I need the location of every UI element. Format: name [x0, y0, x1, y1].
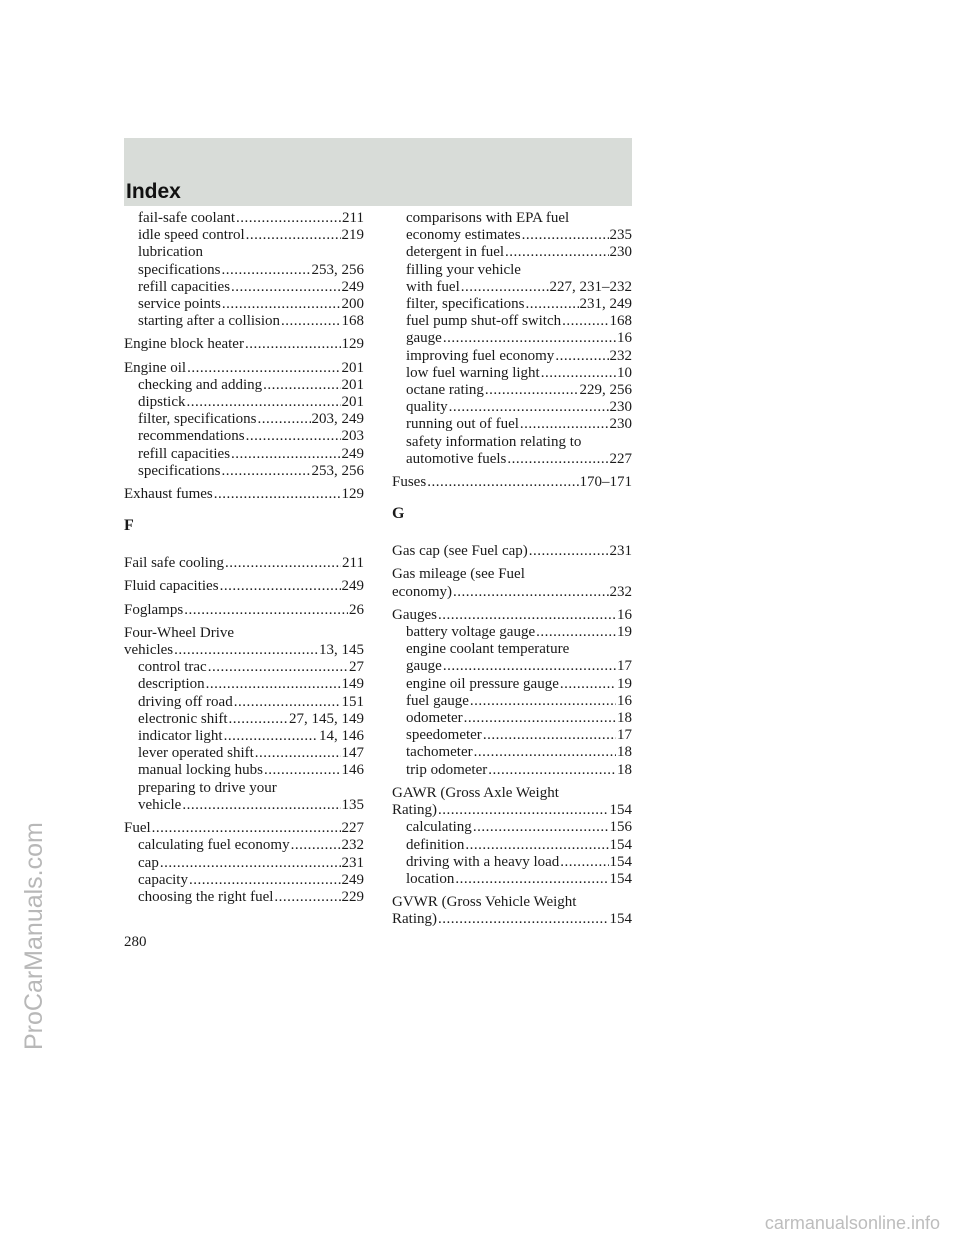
- dot-leader: [465, 837, 608, 854]
- index-subentry-line: [124, 711, 364, 728]
- index-entry-line: [392, 911, 632, 928]
- index-page-ref: 168: [609, 313, 632, 330]
- index-subentry-line: [392, 382, 632, 399]
- index-page-ref: 249: [341, 445, 364, 462]
- index-term: starting after a collision: [138, 313, 281, 330]
- index-term: Fluid capacities: [124, 578, 219, 595]
- index-subentry-line: [392, 434, 632, 451]
- index-entry-line: [392, 894, 632, 911]
- index-subentry-line: [124, 762, 364, 779]
- index-entry-line: [124, 578, 364, 595]
- index-page-ref: 231, 249: [579, 296, 632, 313]
- index-subentry-line: [124, 394, 364, 411]
- index-term: GAWR (Gross Axle Weight: [392, 784, 559, 801]
- index-page-ref: 18: [617, 710, 632, 727]
- dot-leader: [507, 451, 608, 468]
- index-subentry-line: [124, 889, 364, 906]
- index-entry-line: [392, 584, 632, 601]
- index-page-ref: 201: [341, 376, 364, 393]
- dot-leader: [222, 296, 341, 313]
- index-subentry-line: [124, 262, 364, 279]
- index-page-ref: 211: [342, 210, 364, 226]
- index-subentry-line: [124, 279, 364, 296]
- index-entry: [392, 894, 632, 928]
- index-term: Fuses: [392, 474, 427, 491]
- index-page-ref: 201: [341, 359, 364, 376]
- index-term: Gauges: [392, 606, 437, 623]
- index-term: lubrication: [138, 244, 203, 261]
- dot-leader: [483, 727, 616, 744]
- index-page-ref: 230: [609, 416, 632, 433]
- index-entry: [124, 210, 364, 330]
- index-term: odometer: [406, 710, 463, 727]
- dot-leader: [438, 607, 616, 624]
- index-subentry-line: [392, 244, 632, 261]
- index-subentry-line: [124, 745, 364, 762]
- index-page-ref: 14, 146: [319, 728, 364, 745]
- dot-leader: [449, 399, 609, 416]
- index-page-ref: 232: [609, 347, 632, 364]
- index-subentry-line: [392, 624, 632, 641]
- index-term: fail-safe coolant: [138, 210, 236, 226]
- dot-leader: [522, 227, 609, 244]
- index-subentry-line: [124, 797, 364, 814]
- index-term: trip odometer: [406, 761, 488, 778]
- dot-leader: [461, 279, 549, 296]
- index-page-ref: 229: [341, 888, 364, 905]
- index-term: manual locking hubs: [138, 762, 263, 779]
- index-term: definition: [406, 836, 465, 853]
- dot-leader: [562, 313, 608, 330]
- dot-leader: [221, 463, 310, 480]
- index-subentry-line: [124, 411, 364, 428]
- index-entry-line: [124, 642, 364, 659]
- index-subentry-line: [392, 676, 632, 693]
- index-subentry-line: [124, 780, 364, 797]
- dot-leader: [505, 244, 608, 261]
- index-page-ref: 154: [609, 853, 632, 870]
- dot-leader: [291, 837, 341, 854]
- index-term: economy estimates: [406, 227, 521, 244]
- index-term: specifications: [138, 462, 221, 479]
- dot-leader: [443, 330, 616, 347]
- index-term: vehicles: [124, 642, 174, 659]
- index-page-ref: 231: [609, 543, 632, 560]
- index-subentry-line: [124, 676, 364, 693]
- dot-leader: [560, 676, 616, 693]
- index-subentry-line: [392, 313, 632, 330]
- index-column-left: [124, 210, 364, 912]
- dot-leader: [473, 819, 609, 836]
- index-term: Fuel: [124, 820, 151, 837]
- index-term: Gas cap (see Fuel cap): [392, 543, 528, 560]
- index-entry: [392, 607, 632, 779]
- index-entry: [124, 360, 364, 480]
- index-term: driving with a heavy load: [406, 853, 560, 870]
- dot-leader: [246, 428, 341, 445]
- index-subentry-line: [124, 659, 364, 676]
- index-term: cap: [138, 854, 159, 871]
- index-entry: [124, 486, 364, 503]
- index-entry: [392, 543, 632, 560]
- index-subentry-line: [392, 365, 632, 382]
- index-page-ref: 249: [341, 578, 364, 595]
- index-page-ref: 249: [341, 278, 364, 295]
- index-term: speedometer: [406, 727, 482, 744]
- index-term: improving fuel economy: [406, 347, 555, 364]
- index-subentry-line: [392, 330, 632, 347]
- dot-leader: [555, 348, 608, 365]
- index-term: service points: [138, 296, 221, 313]
- index-page-ref: 146: [341, 762, 364, 779]
- index-page-ref: 129: [341, 336, 364, 353]
- index-page-ref: 19: [617, 624, 632, 641]
- index-subentry-line: [392, 641, 632, 658]
- index-subentry-line: [392, 710, 632, 727]
- index-term: engine oil pressure gauge: [406, 675, 559, 692]
- index-page-ref: 203: [341, 428, 364, 445]
- index-term: Exhaust fumes: [124, 486, 213, 503]
- watermark-side: ProCarManuals.com: [20, 822, 48, 1050]
- dot-leader: [189, 872, 341, 889]
- dot-leader: [231, 446, 340, 463]
- index-term: fuel gauge: [406, 692, 469, 709]
- index-page-ref: 27: [349, 659, 364, 676]
- dot-leader: [263, 377, 340, 394]
- index-entry-line: [392, 802, 632, 819]
- dot-leader: [208, 659, 348, 676]
- dot-leader: [182, 797, 340, 814]
- index-page-ref: 154: [609, 802, 632, 819]
- index-page-ref: 27, 145, 149: [289, 710, 364, 727]
- index-page-ref: 17: [617, 727, 632, 744]
- index-term: gauge: [406, 330, 442, 347]
- index-term: description: [138, 676, 205, 693]
- index-term: with fuel: [406, 278, 460, 295]
- dot-leader: [255, 745, 341, 762]
- dot-leader: [214, 486, 341, 503]
- index-term: specifications: [138, 261, 221, 278]
- index-subentry-line: [392, 693, 632, 710]
- index-page-ref: 235: [609, 227, 632, 244]
- index-term: filling your vehicle: [406, 261, 521, 278]
- index-entry: [124, 820, 364, 906]
- index-term: battery voltage gauge: [406, 624, 536, 641]
- index-subentry-line: [392, 871, 632, 888]
- index-entry-line: [124, 360, 364, 377]
- index-page-ref: 253, 256: [311, 261, 364, 278]
- index-term: detergent in fuel: [406, 244, 505, 261]
- index-entry: [124, 625, 364, 814]
- index-subentry-line: [124, 446, 364, 463]
- dot-leader: [281, 313, 340, 330]
- index-term: vehicle: [138, 796, 182, 813]
- dot-leader: [187, 360, 340, 377]
- index-term: low fuel warning light: [406, 364, 540, 381]
- index-subentry-line: [124, 855, 364, 872]
- index-entry-line: [124, 486, 364, 503]
- index-page-ref: 227: [341, 820, 364, 837]
- index-subentry-line: [124, 377, 364, 394]
- index-page-ref: 129: [341, 486, 364, 503]
- index-subentry-line: [392, 451, 632, 468]
- index-subentry-line: [392, 348, 632, 365]
- index-term: safety information relating to: [406, 433, 582, 450]
- dot-leader: [541, 365, 616, 382]
- index-term: Engine oil: [124, 359, 187, 376]
- dot-leader: [464, 710, 616, 727]
- dot-leader: [184, 602, 348, 619]
- index-subentry-line: [124, 694, 364, 711]
- index-term: idle speed control: [138, 227, 245, 244]
- index-page-ref: 154: [609, 870, 632, 887]
- index-entry-line: [124, 625, 364, 642]
- index-subentry-line: [392, 854, 632, 871]
- index-term: control trac: [138, 659, 207, 676]
- index-page-ref: 17: [617, 658, 632, 675]
- dot-leader: [245, 336, 341, 353]
- index-subentry-line: [124, 244, 364, 261]
- index-subentry-line: [392, 744, 632, 761]
- index-entry: [124, 555, 364, 572]
- watermark-bottom: carmanualsonline.info: [764, 1213, 940, 1233]
- index-column-right: [392, 210, 632, 935]
- index-term: preparing to drive your: [138, 779, 277, 796]
- index-term: economy): [392, 583, 452, 600]
- dot-leader: [485, 382, 579, 399]
- index-page-ref: 231: [341, 854, 364, 871]
- index-term: quality: [406, 399, 448, 416]
- index-subentry-line: [124, 872, 364, 889]
- index-term: choosing the right fuel: [138, 888, 274, 905]
- index-term: comparisons with EPA fuel: [406, 210, 570, 226]
- index-term: gauge: [406, 658, 442, 675]
- index-term: filter, specifications: [406, 296, 525, 313]
- index-page-ref: 151: [341, 693, 364, 710]
- dot-leader: [560, 854, 608, 871]
- index-subentry-line: [124, 463, 364, 480]
- dot-leader: [443, 658, 616, 675]
- dot-leader: [221, 262, 310, 279]
- index-term: Four-Wheel Drive: [124, 624, 235, 641]
- index-subentry-line: [124, 296, 364, 313]
- index-page-ref: 16: [617, 330, 632, 347]
- index-page-ref: 227, 231–232: [549, 278, 632, 295]
- dot-leader: [187, 394, 341, 411]
- index-page-ref: 10: [617, 364, 632, 381]
- dot-leader: [220, 578, 341, 595]
- index-term: refill capacities: [138, 278, 231, 295]
- index-term: tachometer: [406, 744, 473, 761]
- index-page-ref: 154: [609, 911, 632, 928]
- index-term: automotive fuels: [406, 450, 507, 467]
- dot-leader: [529, 543, 609, 560]
- index-page-ref: 232: [609, 583, 632, 600]
- index-term: fuel pump shut-off switch: [406, 313, 562, 330]
- index-entry-line: [392, 543, 632, 560]
- index-page-ref: 154: [609, 836, 632, 853]
- dot-leader: [258, 411, 311, 428]
- index-term: filter, specifications: [138, 411, 257, 428]
- dot-leader: [474, 744, 616, 761]
- index-entry-line: [392, 785, 632, 802]
- index-entry-line: [392, 607, 632, 624]
- index-page-ref: 149: [341, 676, 364, 693]
- index-page-ref: 147: [341, 745, 364, 762]
- index-subentry-line: [392, 210, 632, 227]
- index-page-ref: 18: [617, 761, 632, 778]
- index-term: electronic shift: [138, 710, 228, 727]
- page-title: Index: [126, 180, 181, 203]
- index-page-ref: 230: [609, 244, 632, 261]
- index-subentry-line: [392, 727, 632, 744]
- index-entry-line: [124, 602, 364, 619]
- index-page-ref: 211: [342, 555, 364, 572]
- dot-leader: [488, 762, 616, 779]
- index-term: checking and adding: [138, 376, 263, 393]
- index-subentry-line: [392, 416, 632, 433]
- dot-leader: [453, 584, 609, 601]
- index-term: capacity: [138, 871, 188, 888]
- page-number: 280: [124, 934, 147, 950]
- index-subentry-line: [392, 658, 632, 675]
- dot-leader: [470, 693, 616, 710]
- index-page-ref: 168: [341, 313, 364, 330]
- index-page-ref: 201: [341, 394, 364, 411]
- index-subentry-line: [124, 428, 364, 445]
- index-subentry-line: [124, 313, 364, 330]
- dot-leader: [526, 296, 579, 313]
- index-page-ref: 135: [341, 796, 364, 813]
- index-page-ref: 203, 249: [311, 411, 364, 428]
- dot-leader: [264, 762, 341, 779]
- index-page-ref: 200: [341, 296, 364, 313]
- index-term: Rating): [392, 911, 437, 928]
- dot-leader: [455, 871, 608, 888]
- dot-leader: [438, 911, 609, 928]
- index-entry: [124, 578, 364, 595]
- index-page-ref: 229, 256: [579, 382, 632, 399]
- index-entry: [392, 210, 632, 468]
- dot-leader: [224, 728, 318, 745]
- dot-leader: [231, 279, 340, 296]
- dot-leader: [234, 694, 341, 711]
- dot-leader: [520, 416, 609, 433]
- index-page-ref: 16: [617, 692, 632, 709]
- dot-leader: [536, 624, 616, 641]
- index-entry-line: [392, 474, 632, 491]
- dot-leader: [152, 820, 341, 837]
- index-subentry-line: [124, 210, 364, 227]
- index-subentry-line: [392, 399, 632, 416]
- index-term: Fail safe cooling: [124, 555, 224, 572]
- index-page-ref: 230: [609, 399, 632, 416]
- index-entry: [392, 474, 632, 491]
- index-term: calculating: [406, 819, 472, 836]
- index-page-ref: 19: [617, 675, 632, 692]
- dot-leader: [160, 855, 341, 872]
- index-subentry-line: [392, 227, 632, 244]
- index-letter-heading: F: [124, 517, 134, 535]
- index-subentry-line: [392, 296, 632, 313]
- index-term: driving off road: [138, 693, 233, 710]
- index-term: calculating fuel economy: [138, 837, 290, 854]
- index-page-ref: 232: [341, 837, 364, 854]
- index-page-ref: 26: [349, 601, 364, 618]
- index-term: dipstick: [138, 394, 186, 411]
- index-letter-heading: G: [392, 505, 405, 523]
- index-term: octane rating: [406, 382, 484, 399]
- index-page-ref: 249: [341, 871, 364, 888]
- index-term: running out of fuel: [406, 416, 519, 433]
- index-page-ref: 227: [609, 450, 632, 467]
- index-subentry-line: [392, 837, 632, 854]
- index-page-ref: 156: [609, 819, 632, 836]
- dot-leader: [206, 676, 341, 693]
- index-page-ref: 13, 145: [319, 642, 364, 659]
- index-page-ref: 253, 256: [311, 462, 364, 479]
- dot-leader: [236, 210, 341, 227]
- index-entry-line: [124, 820, 364, 837]
- dot-leader: [174, 642, 318, 659]
- index-page-ref: 170–171: [579, 474, 632, 491]
- index-entry: [392, 785, 632, 888]
- index-entry-line: [124, 336, 364, 353]
- index-page-ref: 16: [617, 606, 632, 623]
- dot-leader: [438, 802, 609, 819]
- index-subentry-line: [392, 262, 632, 279]
- dot-leader: [225, 555, 341, 572]
- index-subentry-line: [124, 837, 364, 854]
- index-term: indicator light: [138, 728, 223, 745]
- index-subentry-line: [124, 728, 364, 745]
- index-entry: [392, 566, 632, 600]
- index-page-ref: 18: [617, 744, 632, 761]
- dot-leader: [229, 711, 288, 728]
- index-term: refill capacities: [138, 445, 231, 462]
- index-term: Engine block heater: [124, 336, 244, 353]
- index-subentry-line: [124, 227, 364, 244]
- index-term: Foglamps: [124, 601, 184, 618]
- index-term: Gas mileage (see Fuel: [392, 566, 525, 583]
- dot-leader: [246, 227, 341, 244]
- index-entry: [124, 336, 364, 353]
- index-entry-line: [124, 555, 364, 572]
- header-band: [124, 138, 632, 206]
- index-term: Rating): [392, 802, 437, 819]
- index-term: engine coolant temperature: [406, 641, 570, 658]
- index-subentry-line: [392, 279, 632, 296]
- index-entry: [124, 602, 364, 619]
- dot-leader: [274, 889, 340, 906]
- index-term: lever operated shift: [138, 745, 254, 762]
- index-term: GVWR (Gross Vehicle Weight: [392, 894, 577, 911]
- index-subentry-line: [392, 762, 632, 779]
- index-term: location: [406, 870, 455, 887]
- index-entry-line: [392, 566, 632, 583]
- index-page-ref: 219: [341, 227, 364, 244]
- dot-leader: [427, 474, 578, 491]
- index-term: recommendations: [138, 428, 245, 445]
- index-subentry-line: [392, 819, 632, 836]
